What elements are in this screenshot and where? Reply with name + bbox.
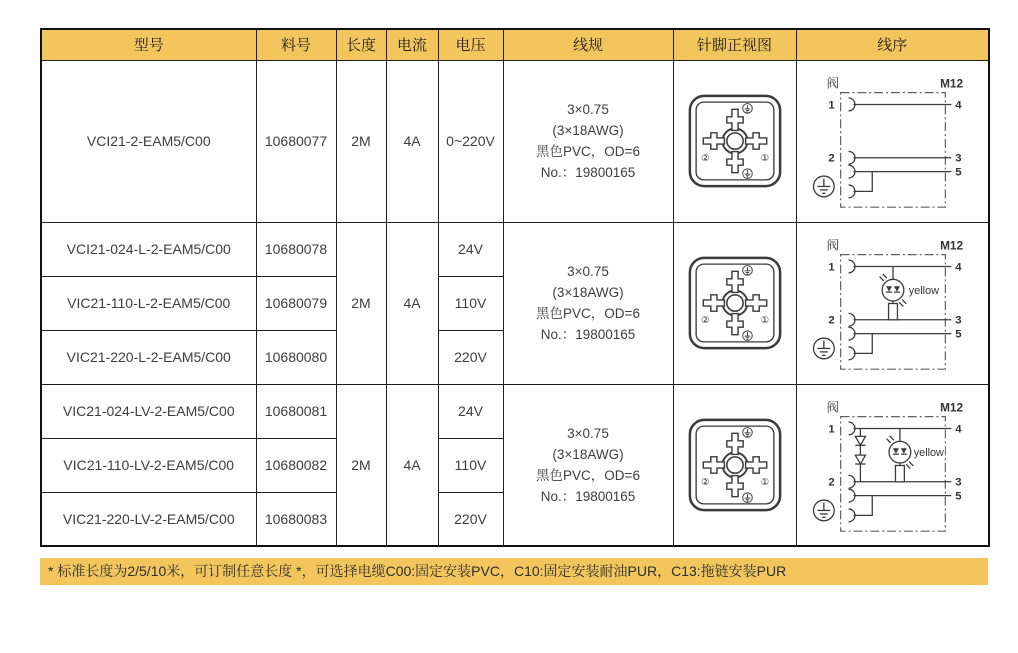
cable-boundary-box (840, 416, 945, 531)
table-row (41, 60, 989, 222)
part-no-cell: 10680079 (256, 276, 336, 330)
part-no-cell: 10680082 (256, 438, 336, 492)
m12-label: M12 (939, 238, 963, 253)
table-row (41, 384, 989, 438)
wire-earth-to-5 (848, 327, 951, 360)
valve-label: 阀 (826, 238, 839, 253)
earth-ground-icon (813, 338, 834, 359)
wiring-cell (796, 384, 989, 546)
wire-earth-to-5 (848, 165, 951, 198)
pin-view-cell (673, 384, 796, 546)
current-cell: 4A (386, 384, 438, 546)
wire-earth-to-5 (848, 489, 951, 522)
product-table (40, 28, 990, 547)
model-cell: VIC21-110-L-2-EAM5/C00 (41, 276, 256, 330)
pin2-label: ② (700, 153, 710, 165)
earth-ground-icon (813, 500, 834, 521)
earth-mark-icon (742, 493, 752, 503)
earth-mark-icon (742, 169, 752, 179)
model-cell: VIC21-220-LV-2-EAM5/C00 (41, 492, 256, 546)
wiring-diagram-led (797, 223, 988, 383)
earth-mark-icon (742, 427, 752, 437)
resistor-icon (888, 303, 897, 319)
wiring-cell (796, 222, 989, 384)
m12-pin-3-label: 3 (954, 314, 962, 327)
m12-label: M12 (939, 76, 963, 91)
led-icon (882, 279, 904, 301)
voltage-cell: 110V (438, 276, 503, 330)
m12-pin-4-label: 4 (954, 99, 962, 112)
wiring-cell (796, 60, 989, 222)
model-cell: VCI21-024-L-2-EAM5/C00 (41, 222, 256, 276)
pin2-label: ② (700, 476, 710, 488)
valve-pin-1-label: 1 (828, 423, 835, 436)
voltage-cell: 110V (438, 438, 503, 492)
pin2-label: ② (700, 315, 710, 327)
valve-pin-1-label: 1 (828, 99, 835, 112)
model-cell: VIC21-110-LV-2-EAM5/C00 (41, 438, 256, 492)
voltage-cell: 24V (438, 222, 503, 276)
m12-label: M12 (939, 400, 963, 415)
valve-pin-2-label: 2 (828, 314, 835, 327)
valve-pin-2-label: 2 (828, 152, 835, 165)
center-ring (726, 457, 742, 473)
wire-1-to-4 (848, 98, 951, 111)
datasheet-page (40, 28, 988, 585)
wire-spec-line: 3×0.75 (567, 102, 609, 117)
wire-spec-cell (503, 384, 673, 546)
length-cell: 2M (336, 60, 386, 222)
led-color-label: yellow (908, 285, 939, 298)
wire-spec-cell (503, 60, 673, 222)
col-header-voltage: 电压 (438, 29, 503, 60)
m12-pin-4-label: 4 (954, 423, 962, 436)
earth-mark-icon (742, 266, 752, 276)
col-header-current: 电流 (386, 29, 438, 60)
current-cell: 4A (386, 222, 438, 384)
wire-1-to-4 (848, 260, 951, 273)
m12-pin-5-label: 5 (954, 490, 962, 503)
wire-spec-line: No.：19800165 (540, 165, 636, 180)
m12-pin-5-label: 5 (954, 166, 962, 179)
led-color-label: yellow (913, 446, 944, 459)
diode-icon (855, 436, 865, 445)
part-no-cell: 10680083 (256, 492, 336, 546)
diode-icon (855, 455, 865, 464)
wire-spec-line: (3×18AWG) (552, 123, 624, 138)
m12-pin-3-label: 3 (954, 152, 962, 165)
center-ring (726, 295, 742, 311)
earth-mark-icon (742, 104, 752, 114)
pin-face-diagram (687, 417, 783, 513)
wire-2-to-3 (848, 313, 951, 326)
voltage-cell: 220V (438, 492, 503, 546)
current-cell: 4A (386, 60, 438, 222)
col-header-wire-sequence: 线序 (796, 29, 989, 60)
wire-spec-line: No.：19800165 (540, 488, 636, 504)
model-cell: VCI21-2-EAM5/C00 (41, 60, 256, 222)
wire-spec-line: 3×0.75 (567, 264, 609, 279)
center-ring (726, 133, 742, 149)
part-no-cell: 10680080 (256, 330, 336, 384)
col-header-part-no: 料号 (256, 29, 336, 60)
col-header-wire-gauge: 线规 (503, 29, 673, 60)
length-cell: 2M (336, 384, 386, 546)
wiring-diagram-led-diode (797, 385, 988, 545)
wire-spec-line: No.：19800165 (540, 327, 636, 342)
model-cell: VIC21-220-L-2-EAM5/C00 (41, 330, 256, 384)
table-row (41, 222, 989, 276)
pin1-label: ① (759, 153, 769, 165)
col-header-length: 长度 (336, 29, 386, 60)
earth-mark-icon (742, 331, 752, 341)
led-indicator (886, 428, 944, 481)
wire-spec-cell (503, 222, 673, 384)
led-icon (889, 441, 911, 463)
valve-label: 阀 (826, 76, 839, 91)
m12-pin-3-label: 3 (954, 476, 962, 489)
valve-label: 阀 (826, 400, 839, 415)
cable-boundary-box (840, 93, 945, 208)
wire-spec-line: 黑色PVC，OD=6 (536, 467, 640, 483)
pin-face-diagram (687, 255, 783, 351)
pin-view-cell (673, 222, 796, 384)
earth-ground-icon (813, 176, 834, 197)
pin1-label: ① (759, 476, 769, 488)
pin-face-diagram (687, 93, 783, 189)
wire-spec-line: 3×0.75 (567, 425, 609, 441)
header-row (41, 29, 989, 60)
voltage-cell: 0~220V (438, 60, 503, 222)
valve-pin-1-label: 1 (828, 261, 835, 274)
voltage-cell: 220V (438, 330, 503, 384)
length-cell: 2M (336, 222, 386, 384)
led-indicator (879, 266, 944, 319)
valve-pin-2-label: 2 (828, 476, 835, 489)
wire-2-to-3 (848, 151, 951, 164)
wiring-diagram-plain (797, 61, 988, 221)
wire-spec-line: 黑色PVC，OD=6 (536, 306, 640, 321)
footnote-bar (40, 558, 988, 585)
col-header-model: 型号 (41, 29, 256, 60)
m12-pin-4-label: 4 (954, 261, 962, 274)
col-header-pin-front-view: 针脚正视图 (673, 29, 796, 60)
footnote-text: * 标准长度为2/5/10米，可订制任意长度 *，可选择电缆C00:固定安装PVC，C10:固定安装耐油PUR，C13:拖链安装PUR (48, 563, 787, 579)
wire-spec-line: (3×18AWG) (552, 285, 624, 300)
m12-pin-5-label: 5 (954, 328, 962, 341)
voltage-cell: 24V (438, 384, 503, 438)
wire-spec-line: (3×18AWG) (552, 446, 624, 462)
model-cell: VIC21-024-LV-2-EAM5/C00 (41, 384, 256, 438)
part-no-cell: 10680077 (256, 60, 336, 222)
part-no-cell: 10680078 (256, 222, 336, 276)
resistor-icon (895, 465, 904, 481)
part-no-cell: 10680081 (256, 384, 336, 438)
suppressor-diodes (855, 428, 865, 481)
wire-spec-line: 黑色PVC，OD=6 (536, 144, 640, 159)
pin-view-cell (673, 60, 796, 222)
pin1-label: ① (759, 315, 769, 327)
